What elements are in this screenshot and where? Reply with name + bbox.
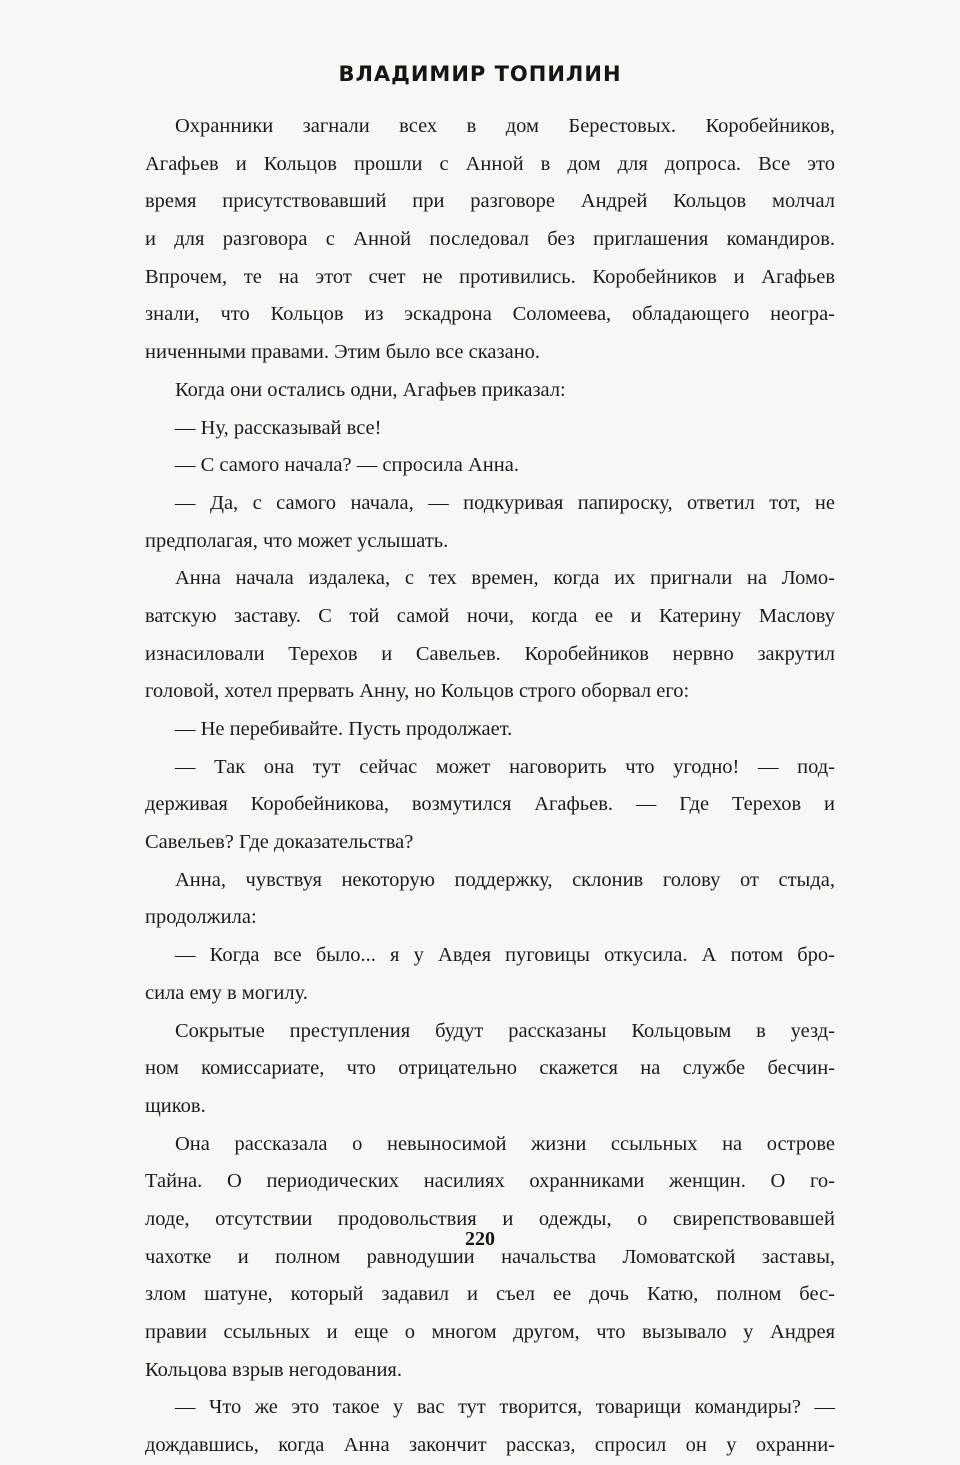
text-line: чахотке и полном равнодушии начальства Ломоватской заставы,	[145, 1245, 835, 1268]
text-line: дождавшись, когда Анна закончит рассказ, спросил он у охранни-	[145, 1434, 835, 1457]
text-line: ватскую заставу. С той самой ночи, когда ее и Катерину Маслову	[145, 604, 835, 627]
text-line: предполагая, что может услышать.	[145, 529, 449, 552]
text-line: — С самого начала? — спросила Анна.	[175, 454, 519, 477]
text-line: сила ему в могилу.	[145, 981, 308, 1004]
text-line: изнасиловали Терехов и Савельев. Коробейников нервно закрутил	[145, 642, 835, 665]
text-line: злом шатуне, который задавил и съел ее дочь Катю, полном бес-	[145, 1283, 835, 1306]
text-line: — Когда все было... я у Авдея пуговицы откусила. А потом бро-	[175, 944, 835, 967]
text-line: держивая Коробейникова, возмутился Агафьев. — Где Терехов и	[145, 793, 835, 816]
text-line: и для разговора с Анной последовал без приглашения командиров.	[145, 228, 835, 251]
text-line: Она рассказала о невыносимой жизни ссыльных на острове	[175, 1132, 835, 1155]
text-line: продолжила:	[145, 906, 257, 929]
running-head: ВЛАДИМИР ТОПИЛИН	[338, 62, 622, 86]
text-line: знали, что Кольцов из эскадрона Соломеева, обладающего неогра-	[145, 303, 835, 326]
text-line: Кольцова взрыв негодования.	[145, 1358, 402, 1381]
body-text	[145, 108, 835, 1465]
text-line: — Не перебивайте. Пусть продолжает.	[175, 718, 513, 740]
text-line: Сокрытые преступления будут рассказаны Кольцовым в уезд-	[175, 1019, 835, 1042]
text-line: — Ну, рассказывай все!	[175, 416, 382, 439]
text-line: Когда они остались одни, Агафьев приказал:	[175, 378, 566, 401]
text-line: Анна начала издалека, с тех времен, когда их пригнали на Ломо-	[175, 567, 835, 590]
text-line: время присутствовавший при разговоре Андрей Кольцов молчал	[145, 190, 835, 213]
text-line: лоде, отсутствии продовольствия и одежды, о свирепствовавшей	[145, 1207, 835, 1230]
text-line: — Что же это такое у вас тут творится, товарищи командиры? —	[175, 1396, 835, 1419]
text-line: щиков.	[145, 1094, 206, 1117]
text-line: Анна, чувствуя некоторую поддержку, склонив голову от стыда,	[175, 868, 835, 891]
text-line: ном комиссариате, что отрицательно скажется на службе бесчин-	[145, 1057, 835, 1080]
text-line: — Так она тут сейчас может наговорить что угодно! — под-	[175, 755, 835, 778]
text-line: головой, хотел прервать Анну, но Кольцов строго оборвал его:	[145, 680, 690, 703]
text-line: Тайна. О периодических насилиях охранниками женщин. О го-	[145, 1170, 835, 1193]
text-line: Впрочем, те на этот счет не противились. Коробейников и Агафьев	[145, 265, 835, 288]
text-line: — Да, с самого начала, — подкуривая папироску, ответил тот, не	[175, 491, 835, 514]
page-number: 220	[465, 1228, 495, 1250]
text-line: ниченными правами. Этим было все сказано.	[145, 341, 541, 364]
text-line: Савельев? Где доказательства?	[145, 831, 414, 854]
text-line: Охранники загнали всех в дом Берестовых. Коробейников,	[175, 115, 835, 137]
text-line: правии ссыльных и еще о многом другом, что вызывало у Андрея	[145, 1321, 835, 1343]
text-line: Агафьев и Кольцов прошли с Анной в дом для допроса. Все это	[145, 152, 835, 175]
